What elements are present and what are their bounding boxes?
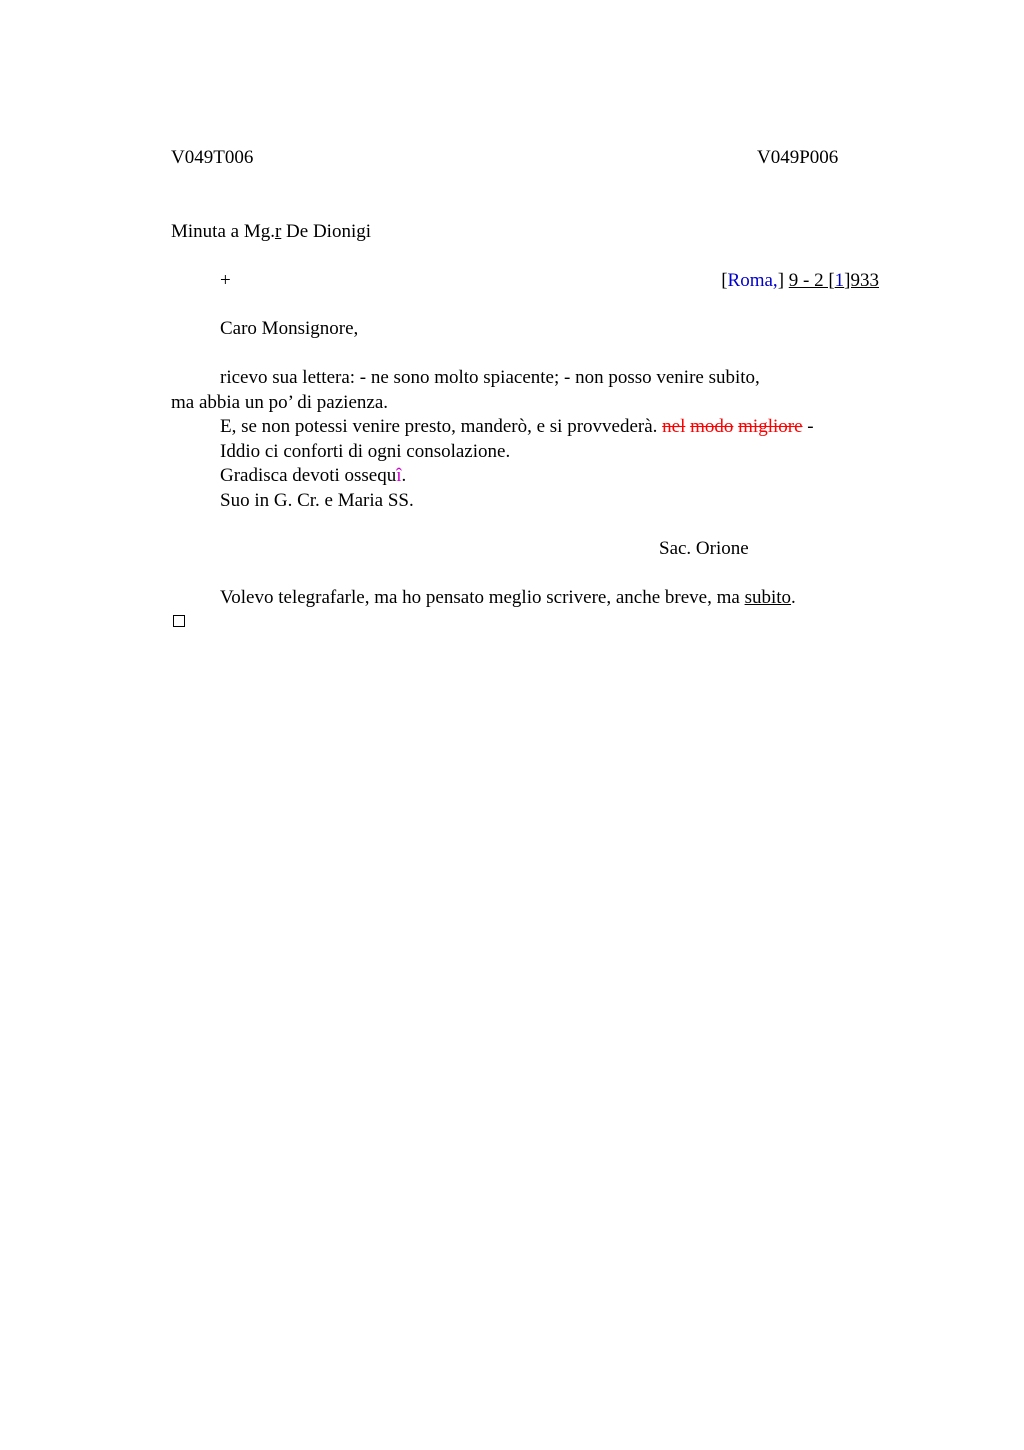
dateline-open-bracket: [ xyxy=(721,270,728,291)
postscript-end: . xyxy=(791,587,796,608)
title-suffix: De Dionigi xyxy=(281,221,372,242)
body-line-1: ricevo sua lettera: - ne sono molto spiacente; - non posso venire subito, xyxy=(220,367,760,388)
signature: Sac. Orione xyxy=(659,538,749,559)
title-abbrev: r xyxy=(274,221,282,242)
deleted-word: modo xyxy=(690,416,734,437)
body-line-5-text: Gradisca devoti ossequ xyxy=(220,465,397,486)
end-marker-box xyxy=(173,615,185,627)
body-line-5 xyxy=(220,464,406,488)
dateline-date xyxy=(789,270,879,291)
header-right-code: V049P006 xyxy=(757,147,839,168)
title-prefix: Minuta a Mg. xyxy=(171,221,275,242)
postscript-emphasis: subito xyxy=(744,587,792,608)
postscript-text: Volevo telegrafarle, ma ho pensato meglio scrivere, anche breve, ma xyxy=(220,587,745,608)
body-line-2: ma abbia un po’ di pazienza. xyxy=(171,392,388,413)
body-line-5-end: . xyxy=(401,465,407,486)
correction-mark: î xyxy=(396,465,402,486)
document-title xyxy=(171,220,371,244)
header-left-code: V049T006 xyxy=(171,147,254,168)
deleted-word: migliore xyxy=(738,416,803,437)
body-line-3-text: E, se non potessi venire presto, manderò, e si provvederà. xyxy=(220,416,663,437)
body-line-6: Suo in G. Cr. e Maria SS. xyxy=(220,490,414,511)
date-part2: ]933 xyxy=(844,270,879,291)
body-line-3 xyxy=(220,415,814,439)
body-line-4: Iddio ci conforti di ogni consolazione. xyxy=(220,441,511,462)
cross-mark: + xyxy=(220,270,231,291)
date-part1: 9 - 2 [ xyxy=(788,270,835,291)
postscript xyxy=(220,586,796,610)
dateline-place: Roma, xyxy=(727,270,778,291)
dateline xyxy=(721,269,879,293)
dateline-close-bracket: ] xyxy=(777,270,785,291)
salutation: Caro Monsignore, xyxy=(220,318,359,339)
body-line-3-end: - xyxy=(802,416,814,437)
deleted-word: nel xyxy=(662,416,686,437)
date-digit: 1 xyxy=(834,270,845,291)
